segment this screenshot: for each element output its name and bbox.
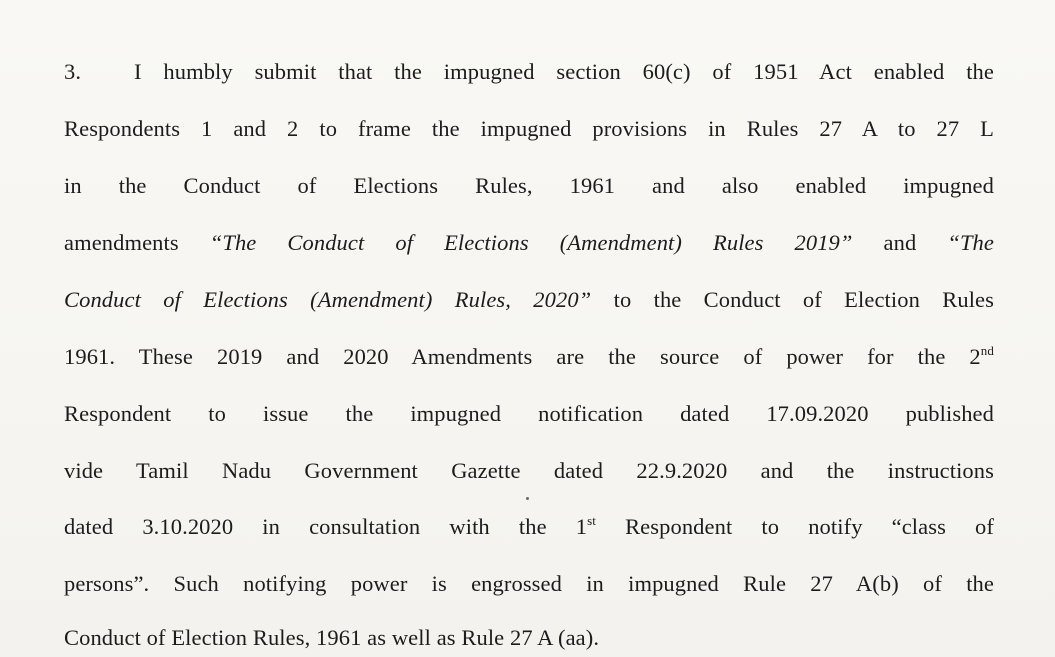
line-5-text-b: to the Conduct of Election Rules [591, 287, 994, 312]
line-11-text: Conduct of Election Rules, 1961 as well as Rule 27 A (aa). [64, 625, 600, 650]
text-line-10 [64, 570, 994, 598]
line-9-text-b: Respondent to notify “class of [595, 514, 994, 539]
line-10-text: persons”. Such notifying power is engrossed in impugned Rule 27 A(b) of the [64, 571, 994, 596]
line-1-text: I humbly submit that the impugned section 60(c) of 1951 Act enabled the [134, 59, 994, 84]
line-3-text: in the Conduct of Elections Rules, 1961 and also enabled impugned [64, 173, 994, 198]
line-6-text: 1961. These 2019 and 2020 Amendments are the source of power for the 2 [64, 344, 981, 369]
line-4-text-a: amendments [64, 230, 210, 255]
text-line-6 [64, 343, 994, 371]
text-line-1 [64, 58, 994, 86]
text-line-7 [64, 400, 994, 428]
line-4-italic-title: “The Conduct of Elections (Amendment) Rules 2019” [209, 230, 853, 255]
text-line-11 [64, 624, 994, 652]
line-6-superscript: nd [980, 343, 994, 358]
text-line-2 [64, 115, 994, 143]
line-5-italic-title: Conduct of Elections (Amendment) Rules, 2020” [64, 287, 592, 312]
text-line-3 [64, 172, 994, 200]
line-4-italic-start: “The [947, 230, 994, 255]
text-line-5 [64, 286, 994, 314]
scan-speck [526, 497, 529, 500]
line-2-text: Respondents 1 and 2 to frame the impugned provisions in Rules 27 A to 27 L [64, 116, 994, 141]
paragraph-number: 3. [64, 59, 82, 84]
text-line-8 [64, 457, 994, 485]
line-4-text-c: and [852, 230, 948, 255]
text-line-4 [64, 229, 994, 257]
line-7-text: Respondent to issue the impugned notification dated 17.09.2020 published [64, 401, 994, 426]
line-9-text-a: dated 3.10.2020 in consultation with the 1 [64, 514, 588, 539]
line-8-text: vide Tamil Nadu Government Gazette dated 22.9.2020 and the instructions [64, 458, 994, 483]
text-line-9 [64, 513, 994, 541]
line-9-superscript: st [587, 513, 596, 528]
